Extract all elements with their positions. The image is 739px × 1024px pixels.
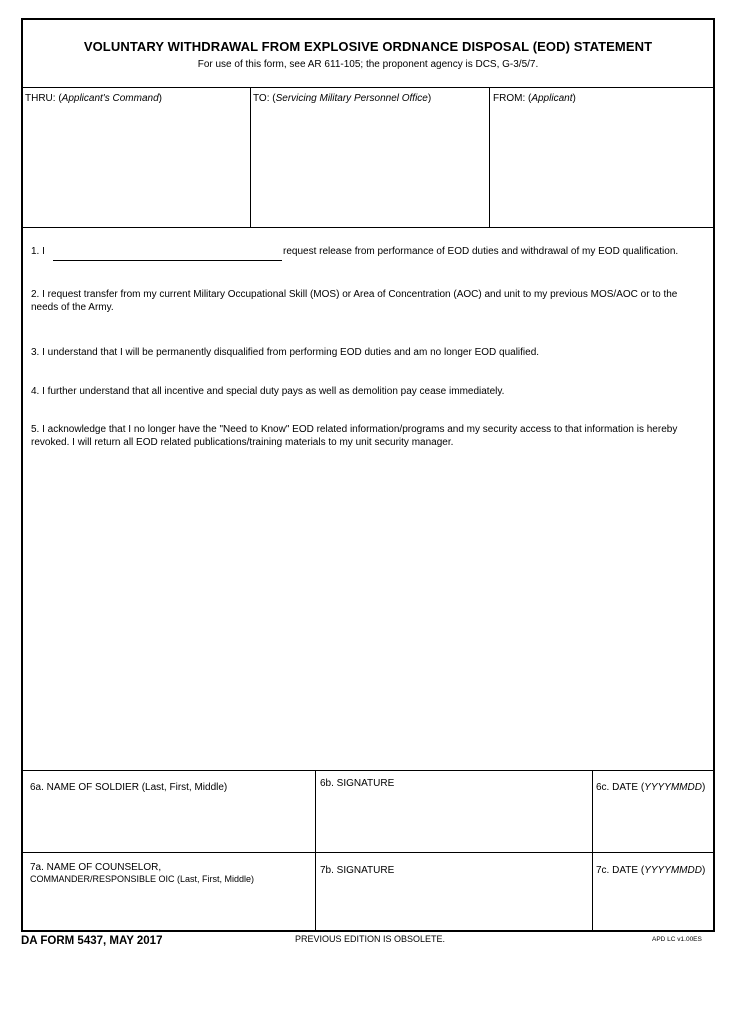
item2-text: 2. I request transfer from my current Military Occupational Skill (MOS) or Area of Concentration (AOC) and unit to my previous MOS/AOC or to the needs of the Army. <box>31 289 678 313</box>
item1-text: request release from performance of EOD duties and withdrawal of my EOD qualification. <box>283 246 679 257</box>
form-title: VOLUNTARY WITHDRAWAL FROM EXPLOSIVE ORDNANCE DISPOSAL (EOD) STATEMENT <box>83 39 653 54</box>
version-label: APD LC v1.00ES <box>652 936 702 943</box>
item1-prefix: 1. I <box>31 246 45 257</box>
to-field[interactable]: TO: (Servicing Military Personnel Office) <box>253 93 432 104</box>
counselor-date-label: 7c. DATE <box>596 865 639 876</box>
thru-hint: Applicant's Command <box>61 93 159 104</box>
from-label: FROM: <box>493 93 526 104</box>
counselor-name-field[interactable] <box>30 862 254 884</box>
soldier-date-label: 6c. DATE <box>596 782 639 793</box>
soldier-date-field[interactable]: 6c. DATE (YYYYMMDD) <box>596 782 706 793</box>
counselor-name-line2: COMMANDER/RESPONSIBLE OIC (Last, First, Middle) <box>30 874 255 884</box>
item3-text: 3. I understand that I will be permanently disqualified from performing EOD duties and am no longer EOD qualified. <box>31 347 540 358</box>
routing-bottom-divider <box>23 227 713 228</box>
soldier-signature-field[interactable]: 6b. SIGNATURE <box>320 778 395 789</box>
thru-label: THRU: <box>25 93 56 104</box>
thru-field[interactable]: THRU: (Applicant's Command) <box>25 93 162 104</box>
edition-note: PREVIOUS EDITION IS OBSOLETE. <box>295 934 446 944</box>
counselor-date-field[interactable]: 7c. DATE (YYYYMMDD) <box>596 865 706 876</box>
signature-divider-2 <box>592 770 593 930</box>
form-subtitle: For use of this form, see AR 611-105; the proponent agency is DCS, G-3/5/7. <box>197 59 539 70</box>
routing-divider-2 <box>489 87 490 227</box>
routing-divider-1 <box>250 87 251 227</box>
signature-top-divider <box>23 770 713 771</box>
counselor-signature-field[interactable]: 7b. SIGNATURE <box>320 865 395 876</box>
item1-name-input[interactable] <box>53 260 282 261</box>
signature-middle-divider <box>23 852 713 853</box>
da-form-5437 <box>21 18 715 932</box>
from-hint: Applicant <box>531 93 573 104</box>
item5-text: 5. I acknowledge that I no longer have the "Need to Know" EOD related information/programs and my security access to that information is hereby revoked. I will return all EOD related publications/training materials to my unit security manager. <box>31 424 678 448</box>
to-label: TO: <box>253 93 270 104</box>
from-field[interactable]: FROM: (Applicant) <box>493 93 576 104</box>
form-number: DA FORM 5437, MAY 2017 <box>21 935 163 947</box>
counselor-date-format: YYYYMMDD <box>644 865 702 876</box>
signature-divider-1 <box>315 770 316 930</box>
to-hint: Servicing Military Personnel Office <box>275 93 428 104</box>
item4-text: 4. I further understand that all incentive and special duty pays as well as demolition pay cease immediately. <box>31 386 505 397</box>
soldier-date-format: YYYYMMDD <box>644 782 702 793</box>
soldier-name-field[interactable]: 6a. NAME OF SOLDIER (Last, First, Middle) <box>30 782 228 793</box>
header-divider <box>23 87 713 88</box>
counselor-name-line1: 7a. NAME OF COUNSELOR, <box>30 862 162 873</box>
